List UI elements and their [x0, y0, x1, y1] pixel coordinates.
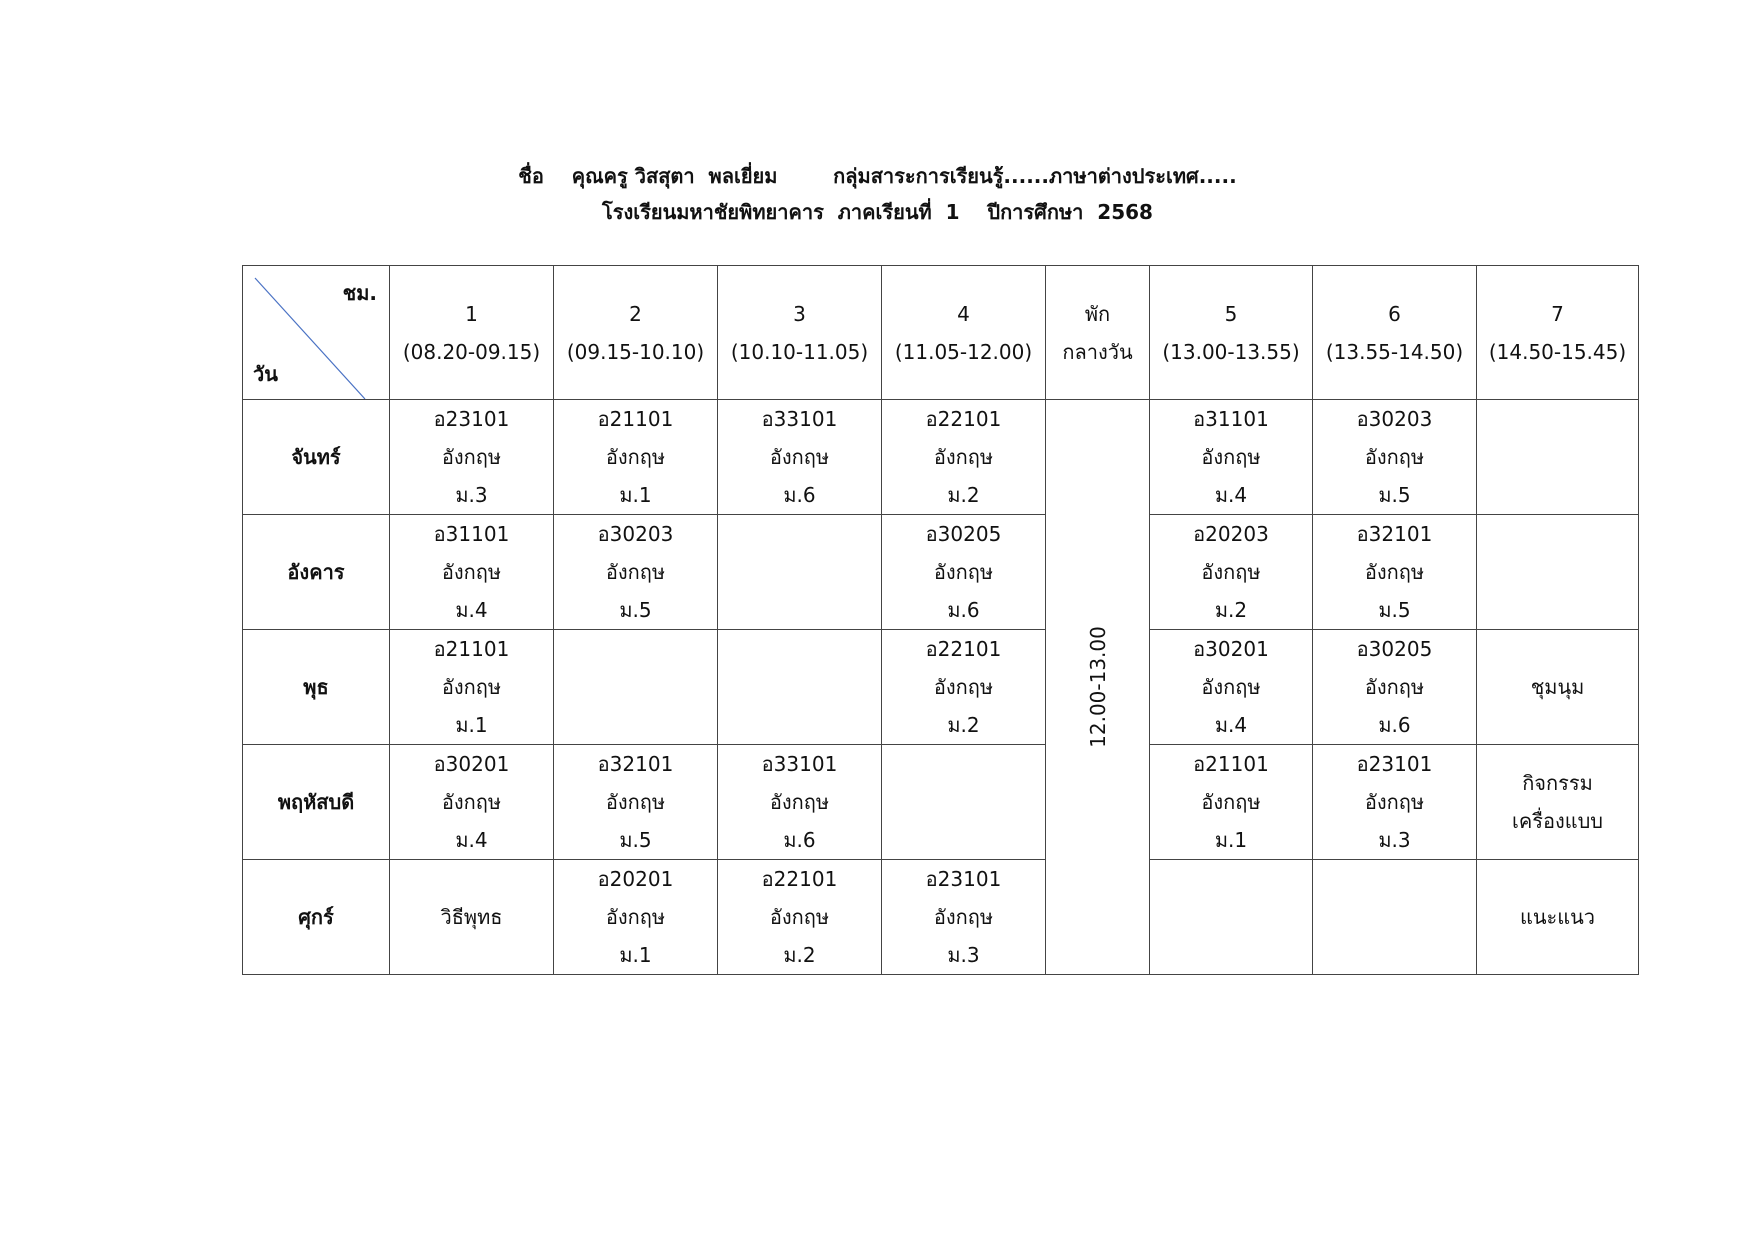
period-header-4 — [882, 266, 1046, 400]
schedule-cell-line: ม.2 — [783, 943, 816, 967]
schedule-cell-line: อ30203 — [597, 522, 674, 546]
schedule-cell-line: อ21101 — [433, 637, 510, 661]
schedule-cell-line: ม.3 — [455, 483, 488, 507]
day-name: พุธ — [243, 630, 390, 745]
period-header-5 — [1046, 266, 1150, 400]
schedule-cell-line: อังกฤษ — [1364, 560, 1425, 584]
schedule-cell-line: ม.2 — [947, 483, 980, 507]
period-number: พัก — [1084, 301, 1111, 326]
period-time: (09.15-10.10) — [566, 339, 705, 364]
period-number: 3 — [793, 301, 806, 326]
schedule-cell-line: อ32101 — [597, 752, 674, 776]
period-header-6 — [1150, 266, 1313, 400]
schedule-cell — [1150, 400, 1313, 515]
schedule-cell-line: ม.1 — [619, 483, 652, 507]
period-time: (13.55-14.50) — [1325, 339, 1464, 364]
schedule-cell — [882, 400, 1046, 515]
schedule-cell — [1477, 745, 1639, 860]
schedule-cell — [718, 745, 882, 860]
header-school-line: โรงเรียนมหาชัยพิทยาคาร ภาคเรียนที่ 1 ปีการศึกษา 2568 — [602, 200, 1153, 224]
period-header-2 — [554, 266, 718, 400]
period-number: 1 — [465, 301, 478, 326]
schedule-cell-line: ม.5 — [1378, 483, 1411, 507]
schedule-cell-line: อังกฤษ — [1201, 675, 1261, 699]
schedule-cell-line: อ22101 — [761, 867, 838, 891]
schedule-cell-line: อ23101 — [433, 407, 510, 431]
schedule-cell-line: อ30203 — [1356, 407, 1433, 431]
corner-cell — [243, 266, 390, 400]
lunch-break-cell — [1046, 400, 1150, 975]
schedule-cell-line: แนะแนว — [1519, 905, 1596, 929]
schedule-cell-line: อังกฤษ — [441, 790, 502, 814]
period-number: 4 — [957, 301, 970, 326]
schedule-cell-line: อ22101 — [925, 637, 1002, 661]
day-row — [243, 630, 1639, 745]
day-name: จันทร์ — [243, 400, 390, 515]
schedule-cell — [718, 860, 882, 975]
day-row — [243, 515, 1639, 630]
day-name: อังคาร — [243, 515, 390, 630]
schedule-cell-line: อังกฤษ — [605, 790, 666, 814]
day-row — [243, 400, 1639, 515]
schedule-cell-line: ม.1 — [1214, 828, 1248, 852]
lunch-time-label: 12.00-13.00 — [1085, 626, 1110, 748]
schedule-cell — [882, 860, 1046, 975]
schedule-cell-line: อังกฤษ — [933, 905, 994, 929]
schedule-cell — [390, 515, 554, 630]
schedule-cell-line: ม.6 — [1378, 713, 1411, 737]
schedule-cell-line: อ21101 — [597, 407, 674, 431]
schedule-cell-line: ม.1 — [619, 943, 652, 967]
schedule-cell-line: อังกฤษ — [769, 445, 830, 469]
schedule-cell — [1477, 630, 1639, 745]
schedule-cell-line: อ21101 — [1193, 752, 1269, 776]
schedule-cell-line: ม.2 — [1214, 598, 1248, 622]
schedule-cell-line: อังกฤษ — [1364, 445, 1425, 469]
schedule-cell-line: อ30201 — [1193, 637, 1269, 661]
schedule-cell-line: อังกฤษ — [1364, 790, 1425, 814]
timetable-header-row — [243, 266, 1639, 400]
period-number: 6 — [1388, 301, 1401, 326]
period-time: (14.50-15.45) — [1488, 339, 1627, 364]
schedule-cell — [554, 860, 718, 975]
schedule-cell — [390, 860, 554, 975]
schedule-cell-line: อังกฤษ — [441, 675, 502, 699]
schedule-cell-line: ม.2 — [947, 713, 980, 737]
schedule-cell-line: อ31101 — [1193, 407, 1269, 431]
schedule-cell-line: ม.4 — [1214, 483, 1248, 507]
period-number: 7 — [1551, 301, 1564, 326]
schedule-cell — [1313, 400, 1477, 515]
schedule-cell-line: อังกฤษ — [1364, 675, 1425, 699]
period-header-3 — [718, 266, 882, 400]
schedule-cell-line: อังกฤษ — [441, 445, 502, 469]
schedule-cell-line: อังกฤษ — [769, 790, 830, 814]
schedule-cell-line: อ31101 — [433, 522, 510, 546]
schedule-cell-line: ม.3 — [947, 943, 980, 967]
schedule-cell-line: ม.5 — [619, 828, 652, 852]
schedule-cell-line: อ33101 — [761, 407, 838, 431]
schedule-cell — [554, 400, 718, 515]
schedule-cell-line: อังกฤษ — [1201, 560, 1261, 584]
period-header-8 — [1477, 266, 1639, 400]
schedule-cell-line: เครื่องแบบ — [1511, 809, 1603, 833]
schedule-cell-line: ม.6 — [783, 828, 816, 852]
period-time: (13.00-13.55) — [1162, 339, 1300, 364]
period-number: 5 — [1224, 301, 1238, 326]
schedule-cell-line: อังกฤษ — [1201, 790, 1261, 814]
schedule-cell-line: อังกฤษ — [933, 445, 994, 469]
schedule-cell-line: ม.6 — [783, 483, 816, 507]
period-header-7 — [1313, 266, 1477, 400]
schedule-cell — [554, 630, 718, 745]
day-name: พฤหัสบดี — [243, 745, 390, 860]
period-time: (08.20-09.15) — [402, 339, 541, 364]
schedule-cell-line: อ32101 — [1356, 522, 1433, 546]
schedule-cell-line: อ23101 — [1356, 752, 1433, 776]
schedule-cell — [554, 745, 718, 860]
schedule-cell — [1313, 515, 1477, 630]
schedule-cell-line: วิธีพุทธ — [440, 905, 503, 929]
schedule-cell-line: อังกฤษ — [769, 905, 830, 929]
period-header-1 — [390, 266, 554, 400]
schedule-cell-line: ชุมนุม — [1530, 675, 1585, 699]
schedule-cell-line: อังกฤษ — [605, 560, 666, 584]
schedule-cell — [554, 515, 718, 630]
schedule-cell — [1477, 515, 1639, 630]
schedule-cell-line: ม.1 — [455, 713, 488, 737]
schedule-cell — [1313, 860, 1477, 975]
schedule-cell-line: ม.3 — [1378, 828, 1411, 852]
schedule-cell — [718, 630, 882, 745]
schedule-cell-line: อ20201 — [597, 867, 674, 891]
schedule-cell-line: อังกฤษ — [1201, 445, 1261, 469]
schedule-cell-line: อ30201 — [433, 752, 510, 776]
schedule-cell — [1150, 630, 1313, 745]
schedule-cell — [390, 630, 554, 745]
schedule-cell-line: ม.5 — [1378, 598, 1411, 622]
schedule-cell — [718, 400, 882, 515]
schedule-cell-line: อ33101 — [761, 752, 838, 776]
timetable — [242, 265, 1639, 975]
day-row — [243, 860, 1639, 975]
schedule-cell-line: ม.4 — [1214, 713, 1248, 737]
day-axis-label: วัน — [253, 362, 278, 386]
period-number: 2 — [629, 301, 642, 326]
schedule-cell-line: กิจกรรม — [1522, 771, 1593, 795]
header-teacher-line: ชื่อ คุณครู วิสสุตา พลเยี่ยม กลุ่มสาระการเรียนรู้......ภาษาต่างประเทศ..... — [518, 164, 1237, 188]
schedule-cell-line: ม.5 — [619, 598, 652, 622]
schedule-cell-line: อังกฤษ — [605, 445, 666, 469]
schedule-cell — [1313, 630, 1477, 745]
schedule-cell-line: อ22101 — [925, 407, 1002, 431]
period-time: กลางวัน — [1062, 339, 1133, 364]
schedule-cell-line: ม.4 — [455, 598, 488, 622]
schedule-cell — [882, 745, 1046, 860]
schedule-cell — [390, 745, 554, 860]
schedule-cell-line: อ20203 — [1193, 522, 1269, 546]
schedule-cell — [1150, 745, 1313, 860]
schedule-cell — [1477, 860, 1639, 975]
schedule-cell — [1150, 515, 1313, 630]
day-name: ศุกร์ — [243, 860, 390, 975]
period-axis-label: ชม. — [342, 281, 377, 305]
schedule-cell — [1477, 400, 1639, 515]
day-row — [243, 745, 1639, 860]
schedule-cell-line: อังกฤษ — [605, 905, 666, 929]
schedule-cell-line: อ30205 — [925, 522, 1002, 546]
schedule-cell-line: ม.4 — [455, 828, 488, 852]
schedule-cell — [390, 400, 554, 515]
schedule-cell — [718, 515, 882, 630]
schedule-cell-line: อ23101 — [925, 867, 1002, 891]
schedule-cell-line: อังกฤษ — [441, 560, 502, 584]
schedule-cell-line: อังกฤษ — [933, 560, 994, 584]
schedule-cell-line: ม.6 — [947, 598, 980, 622]
schedule-cell-line: อังกฤษ — [933, 675, 994, 699]
period-time: (10.10-11.05) — [730, 339, 869, 364]
schedule-cell — [1150, 860, 1313, 975]
schedule-cell — [1313, 745, 1477, 860]
period-time: (11.05-12.00) — [894, 339, 1033, 364]
schedule-cell-line: อ30205 — [1356, 637, 1433, 661]
schedule-cell — [882, 515, 1046, 630]
schedule-cell — [882, 630, 1046, 745]
